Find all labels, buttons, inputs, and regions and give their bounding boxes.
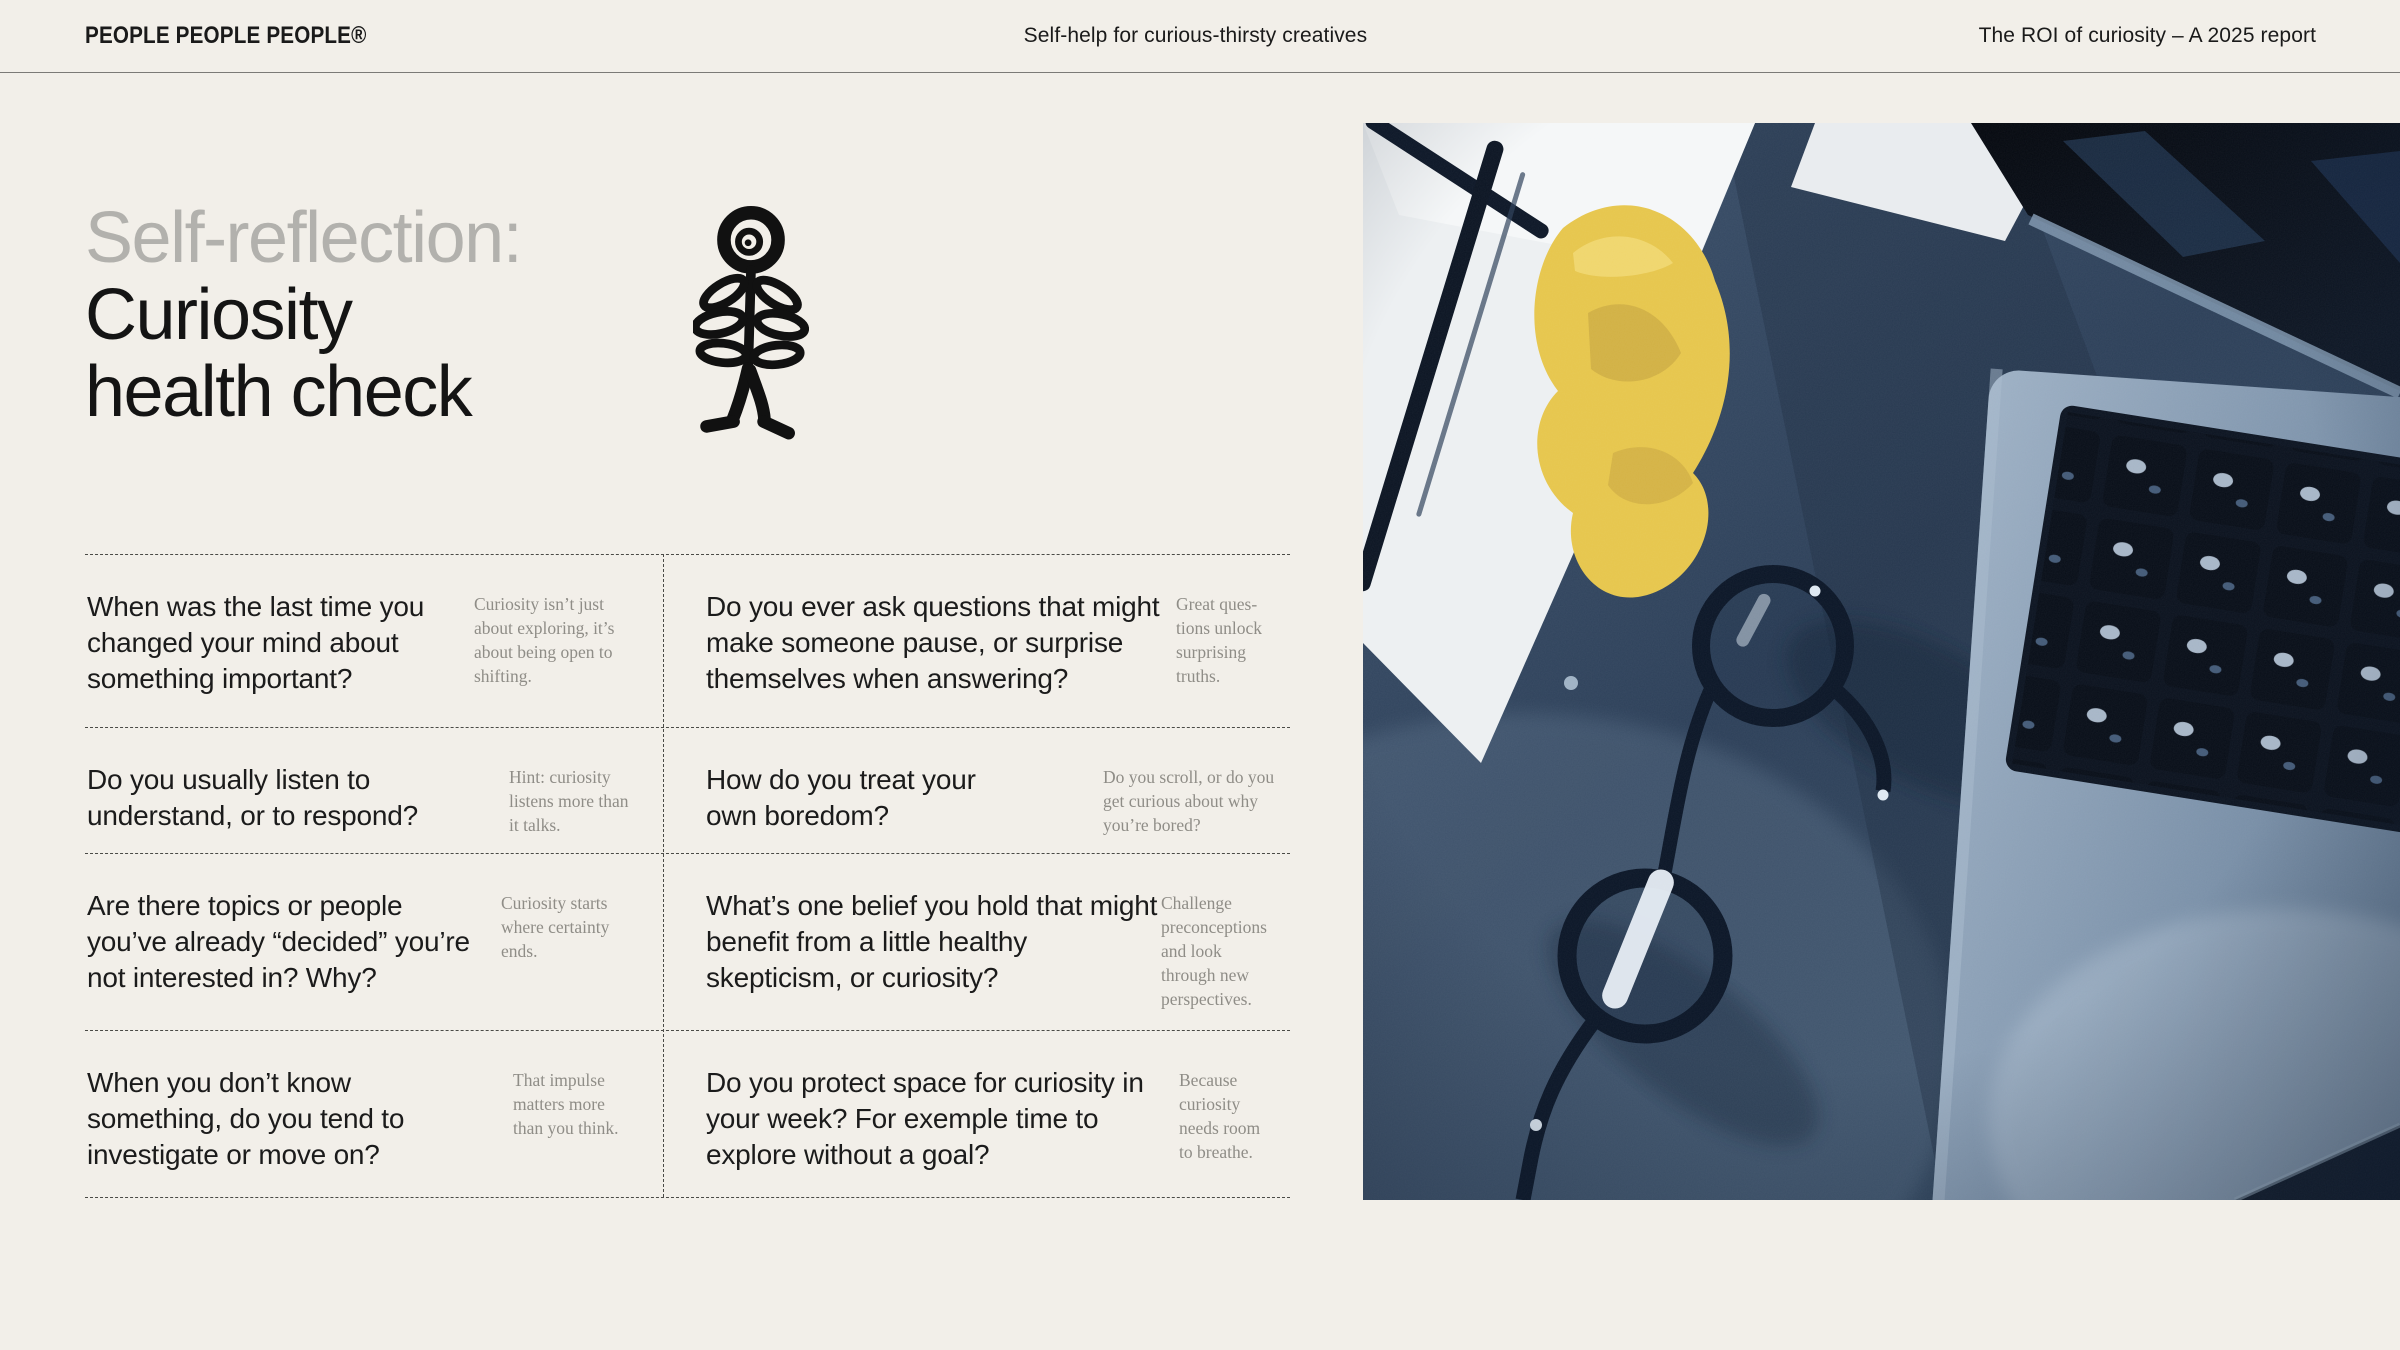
question-annotation: Hint: curiosity listens more than it talks. bbox=[509, 767, 629, 835]
stick-figure-skeleton-doodle-icon bbox=[693, 194, 809, 450]
question-text: When you don’t know something, do you tend to investigate or move on? bbox=[87, 1067, 405, 1170]
question-cell bbox=[85, 555, 663, 727]
page-title-line3: health check bbox=[85, 352, 472, 432]
grid-row-2 bbox=[85, 727, 1290, 853]
page-title-kicker: Self-reflection: bbox=[85, 198, 522, 278]
page-title bbox=[85, 200, 521, 431]
question-annotation: Curiosity isn’t just about exploring, it’s about being open to shifting. bbox=[474, 594, 615, 686]
question-annotation: Curiosity starts where certainty ends. bbox=[501, 893, 610, 961]
desk-photo bbox=[1363, 123, 2400, 1200]
question-cell bbox=[663, 555, 1290, 727]
desk-photo-illustration bbox=[1363, 123, 2400, 1200]
vignette bbox=[1363, 123, 2400, 1200]
grid-vertical-divider bbox=[663, 554, 664, 1197]
question-cell bbox=[85, 1031, 663, 1198]
question-annotation: Do you scroll, or do you get curious about why you’re bored? bbox=[1103, 767, 1275, 835]
question-cell bbox=[663, 1031, 1290, 1198]
question-text: Are there topics or people you’ve already “decided” you’re not interested in? Why? bbox=[87, 890, 470, 993]
question-text: What’s one belief you hold that might benefit from a little healthy skepticism, or curiosity? bbox=[706, 890, 1158, 993]
header-report-title: The ROI of curiosity – A 2025 report bbox=[1978, 24, 2316, 47]
header-tagline: Self-help for curious-thirsty creatives bbox=[1023, 24, 1368, 47]
page-header bbox=[0, 0, 2400, 73]
question-cell bbox=[663, 854, 1290, 1030]
question-annotation: That impulse matters more than you think. bbox=[513, 1070, 619, 1138]
question-cell bbox=[85, 728, 663, 853]
question-text: Do you ever ask questions that might make someone pause, or surprise themselves when answering? bbox=[706, 591, 1160, 694]
page-title-line2: Curiosity bbox=[85, 275, 352, 355]
grid-row-4 bbox=[85, 1030, 1290, 1198]
question-annotation: Great questions unlock surprising truths. bbox=[1176, 594, 1263, 686]
question-text: Do you usually listen to understand, or to respond? bbox=[87, 764, 419, 831]
question-cell bbox=[663, 728, 1290, 853]
brand-logo: PEOPLE PEOPLE PEOPLE® bbox=[85, 22, 367, 49]
grid-row-1 bbox=[85, 554, 1290, 727]
grid-row-3 bbox=[85, 853, 1290, 1030]
question-annotation: Because curiosity needs room to breathe. bbox=[1179, 1070, 1261, 1162]
question-cell bbox=[85, 854, 663, 1030]
question-text: How do you treat your own boredom? bbox=[706, 764, 976, 831]
self-reflection-question-grid bbox=[85, 554, 1290, 1198]
question-text: Do you protect space for curiosity in your week? For exemple time to explore without a goal? bbox=[706, 1067, 1144, 1170]
question-text: When was the last time you changed your mind about something important? bbox=[87, 591, 425, 694]
question-annotation: Challenge preconceptions and look through new perspectives. bbox=[1161, 893, 1267, 1009]
